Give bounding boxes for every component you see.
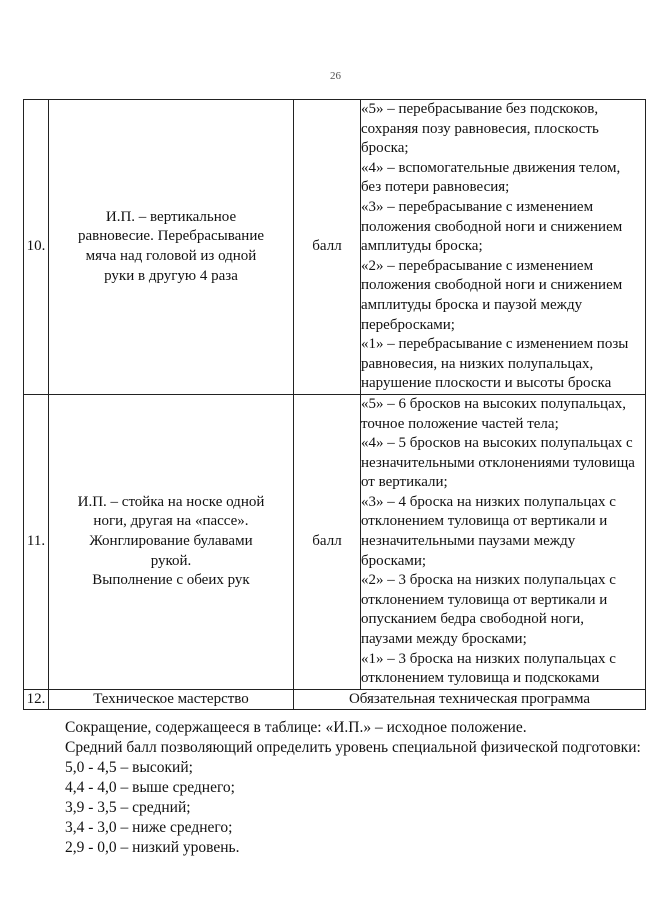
row-number: 12. (24, 689, 49, 709)
criteria-line: незначительными паузами между (361, 533, 576, 550)
level-item: 3,4 - 3,0 – ниже среднего; (65, 819, 233, 836)
description-line: Жонглирование булавами (89, 533, 253, 550)
assessment-table (23, 99, 646, 710)
criteria-line: «1» – перебрасывание с изменением позы (361, 336, 629, 353)
criteria-line: равновесия, на низких полупальцах, (361, 355, 594, 372)
exercise-description (49, 394, 294, 689)
criteria-line: положения свободной ноги и снижением (361, 277, 623, 294)
description-line: И.П. – вертикальное (105, 208, 237, 225)
criteria-line: незначительными отклонениями туловища (361, 454, 635, 471)
criteria-line: бросками; (361, 552, 427, 569)
program-cell: Обязательная техническая программа (294, 689, 646, 709)
description-line: рукой. (150, 552, 192, 569)
description-line: мяча над головой из одной (85, 247, 257, 264)
criteria-line: без потери равновесия; (361, 179, 510, 196)
criteria-line: отклонением туловища от вертикали и (361, 513, 608, 530)
criteria-line: нарушение плоскости и высоты броска (361, 375, 612, 392)
row-number: 11. (24, 394, 49, 689)
criteria-line: точное положение частей тела; (361, 415, 559, 432)
notes-section (23, 718, 646, 858)
level-item: 3,9 - 3,5 – средний; (65, 799, 191, 816)
criteria-line: опусканием бедра свободной ноги, (361, 611, 585, 628)
criteria-line: амплитуды броска и паузой между (361, 296, 583, 313)
table-row (24, 689, 646, 709)
criteria-cell (361, 394, 646, 689)
level-item: 4,4 - 4,0 – выше среднего; (65, 779, 235, 796)
description-line: И.П. – стойка на носке одной (77, 493, 265, 510)
criteria-line: амплитуды броска; (361, 238, 483, 255)
criteria-line: отклонением туловища и подскоками (361, 670, 600, 687)
criteria-line: «4» – вспомогательные движения телом, (361, 159, 621, 176)
criteria-line: отклонением туловища от вертикали и (361, 591, 608, 608)
unit-cell: балл (294, 100, 361, 395)
criteria-line: «5» – перебрасывание без подскоков, (361, 101, 599, 117)
exercise-description: Техническое мастерство (49, 689, 294, 709)
criteria-line: броска; (361, 140, 409, 157)
criteria-line: сохраняя позу равновесия, плоскость (361, 120, 599, 137)
abbreviation-note: Сокращение, содержащееся в таблице: «И.П.» – исходное положение. (65, 719, 527, 736)
criteria-line: «3» – перебрасывание с изменением (361, 198, 594, 215)
description-line: ноги, другая на «пассе». (93, 513, 249, 530)
criteria-line: положения свободной ноги и снижением (361, 218, 623, 235)
table-row (24, 100, 646, 395)
criteria-line: «4» – 5 бросков на высоких полупальцах с (361, 435, 633, 452)
page-number: 26 (330, 70, 341, 82)
criteria-line: паузами между бросками; (361, 631, 527, 648)
criteria-line: «5» – 6 бросков на высоких полупальцах, (361, 395, 626, 412)
criteria-line: «2» – 3 броска на низких полупальцах с (361, 572, 616, 589)
average-score-note: Средний балл позволяющий определить уровень специальной физической подготовки: (65, 739, 641, 756)
unit-cell: балл (294, 394, 361, 689)
criteria-line: от вертикали; (361, 474, 448, 491)
table-row (24, 394, 646, 689)
description-line: руки в другую 4 раза (104, 267, 238, 284)
level-item: 2,9 - 0,0 – низкий уровень. (65, 839, 240, 856)
description-line: равновесие. Перебрасывание (77, 228, 265, 245)
criteria-line: «3» – 4 броска на низких полупальцах с (361, 493, 616, 510)
description-line: Выполнение с обеих рук (92, 572, 250, 589)
row-number: 10. (24, 100, 49, 395)
exercise-description (49, 100, 294, 395)
criteria-line: «2» – перебрасывание с изменением (361, 257, 594, 274)
criteria-cell (361, 100, 646, 395)
criteria-line: перебросками; (361, 316, 455, 333)
level-item: 5,0 - 4,5 – высокий; (65, 759, 193, 776)
criteria-line: «1» – 3 броска на низких полупальцах с (361, 650, 616, 667)
